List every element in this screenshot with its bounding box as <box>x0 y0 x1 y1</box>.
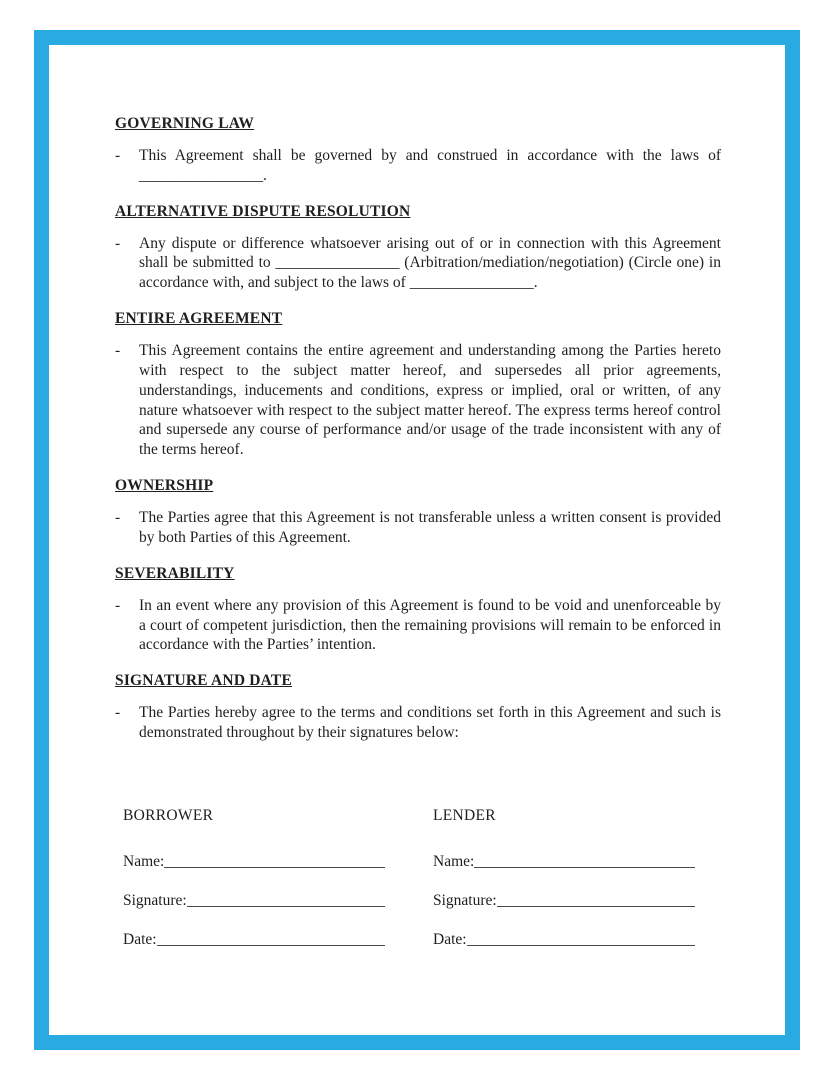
borrower-date-label: Date: <box>123 930 157 948</box>
lender-signature-line <box>497 905 695 907</box>
lender-heading: LENDER <box>433 806 496 824</box>
section-severability <box>115 565 721 655</box>
lender-signature-column <box>433 807 695 966</box>
signature-area <box>115 807 721 966</box>
bullet-dash: - <box>115 596 121 614</box>
section-title-signature-and-date: SIGNATURE AND DATE <box>115 672 292 690</box>
section-body-alternative-dispute-resolution: Any dispute or difference whatsoever arising out of or in connection with this Agreement shall be submitted to ________________ (Arbitration/mediation/negotiation) (Circle one) in accordance with, and subject to the laws of ________________. <box>139 234 721 292</box>
lender-name-label: Name: <box>433 852 475 870</box>
list-item <box>115 508 721 548</box>
lender-signature-label: Signature: <box>433 891 497 909</box>
borrower-name-line <box>164 866 385 868</box>
list-item <box>115 703 721 743</box>
section-body-entire-agreement: This Agreement contains the entire agreement and understanding among the Parties hereto with respect to the subject matter hereof, and supersedes all prior agreements, understandings, inducements and conditions, express or implied, oral or written, of any nature whatsoever with respect to the subject matter hereof. The express terms hereof control and supersede any course of performance and/or usage of the trade inconsistent with any of the terms hereof. <box>139 342 721 459</box>
document-page-frame <box>34 30 800 1050</box>
list-item <box>115 234 721 293</box>
borrower-signature-line <box>187 905 385 907</box>
list-item <box>115 146 721 186</box>
lender-date-label: Date: <box>433 930 467 948</box>
bullet-dash: - <box>115 509 121 527</box>
bullet-dash: - <box>115 234 121 252</box>
borrower-signature-label: Signature: <box>123 891 187 909</box>
section-body-governing-law: This Agreement shall be governed by and construed in accordance with the laws of ________________. <box>139 147 721 184</box>
list-item <box>115 596 721 655</box>
bullet-dash: - <box>115 704 121 722</box>
section-governing-law <box>115 115 721 186</box>
section-body-severability: In an event where any provision of this Agreement is found to be void and unenforceable by a court of competent jurisdiction, then the remaining provisions will remain to be enforced in accordance with the Parties’ intention. <box>139 596 721 654</box>
section-body-signature-and-date: The Parties hereby agree to the terms and conditions set forth in this Agreement and such is demonstrated throughout by their signatures below: <box>139 704 721 742</box>
section-body-ownership: The Parties agree that this Agreement is not transferable unless a written consent is provided by both Parties of this Agreement. <box>139 509 721 546</box>
section-entire-agreement <box>115 310 721 460</box>
section-ownership <box>115 477 721 548</box>
bullet-dash: - <box>115 147 121 164</box>
section-title-governing-law: GOVERNING LAW <box>115 115 255 132</box>
borrower-signature-row <box>123 888 385 910</box>
borrower-signature-column <box>123 807 385 966</box>
borrower-name-label: Name: <box>123 852 165 870</box>
section-alternative-dispute-resolution <box>115 203 721 293</box>
borrower-heading: BORROWER <box>123 806 214 824</box>
lender-date-line <box>467 944 695 946</box>
lender-name-row <box>433 849 695 871</box>
lender-date-row <box>433 927 695 949</box>
section-title-ownership: OWNERSHIP <box>115 477 214 495</box>
section-title-severability: SEVERABILITY <box>115 564 235 582</box>
section-signature-and-date <box>115 672 721 743</box>
lender-signature-row <box>433 888 695 910</box>
lender-name-line <box>474 866 695 868</box>
bullet-dash: - <box>115 342 121 360</box>
section-title-alternative-dispute-resolution: ALTERNATIVE DISPUTE RESOLUTION <box>115 202 411 220</box>
section-title-entire-agreement: ENTIRE AGREEMENT <box>115 310 283 328</box>
borrower-name-row <box>123 849 385 871</box>
list-item <box>115 341 721 460</box>
document-page-content <box>49 45 785 1006</box>
borrower-date-row <box>123 927 385 949</box>
borrower-date-line <box>157 944 385 946</box>
